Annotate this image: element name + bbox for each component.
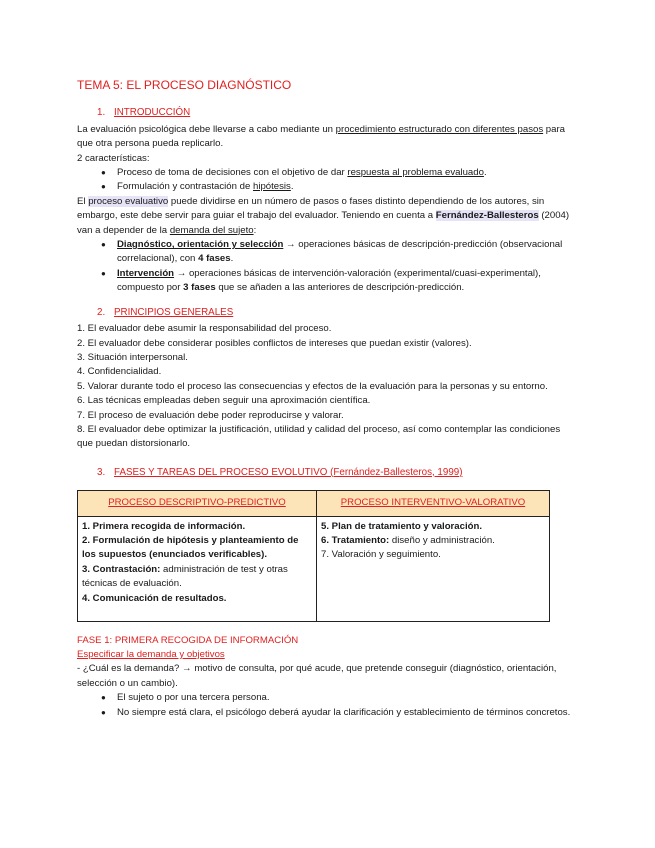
principle-line: 1. El evaluador debe asumir la responsabilidad del proceso. bbox=[77, 323, 332, 335]
list-item: ● No siempre está clara, el psicólogo deberá ayudar la clarificación y establecimiento de términos concretos. bbox=[117, 706, 572, 720]
text: 5. Plan de tratamiento y valoración. bbox=[321, 520, 483, 532]
text: que se añaden a las anteriores de descripción-predicción. bbox=[215, 282, 465, 294]
fase-subheading: Especificar la demanda y objetivos bbox=[77, 648, 225, 660]
principle-line: 6. Las técnicas empleadas deben seguir una aproximación científica. bbox=[77, 395, 371, 407]
text: Valoración y seguimiento. bbox=[331, 549, 441, 561]
principle-line: 3. Situación interpersonal. bbox=[77, 351, 188, 363]
phase-item bbox=[82, 520, 312, 534]
phase-item bbox=[82, 534, 312, 563]
text: El bbox=[77, 195, 89, 207]
list-item: ● El sujeto o por una tercera persona. bbox=[117, 691, 572, 705]
list-item bbox=[117, 180, 572, 194]
bullet-list bbox=[77, 166, 572, 195]
paragraph: - ¿Cuál es la demanda? → motivo de consulta, por qué acude, que pretende conseguir (diagnóstico, orientación, selección o un cambio). bbox=[77, 663, 557, 689]
text: 6. Tratamiento: bbox=[321, 534, 392, 546]
document-body bbox=[77, 78, 572, 720]
section-number: 1. bbox=[97, 107, 106, 119]
text: puede dividirse en un número de pasos o fases distinto dependiendo de los autores, sin embargo, este debe servir para guiar el trabajo del evaluador. Teniendo en cuenta a bbox=[77, 195, 545, 222]
section-heading-fases bbox=[97, 466, 572, 480]
bold-underlined-text: Intervención bbox=[117, 267, 175, 279]
list-item bbox=[117, 267, 572, 296]
text: 1. Primera recogida de información. bbox=[82, 520, 246, 532]
highlighted-text: proceso evaluativo bbox=[88, 195, 169, 207]
text: 4. Comunicación de resultados. bbox=[82, 592, 227, 604]
bold-text: 4 fases bbox=[198, 253, 231, 265]
principle-line: 4. Confidencialidad. bbox=[77, 366, 162, 378]
phase-item bbox=[82, 563, 312, 592]
principle-line: 8. El evaluador debe optimizar la justificación, utilidad y calidad del proceso, así como contemplar las condiciones que puedan distorsionarlo. bbox=[77, 423, 561, 450]
text: . bbox=[230, 253, 234, 265]
text: 2. Formulación de hipótesis y planteamiento de los supuestos (enunciados verificables). bbox=[82, 534, 299, 561]
section-number: 3. bbox=[97, 466, 106, 478]
underlined-text: respuesta al problema evaluado bbox=[347, 167, 484, 179]
fase-heading: FASE 1: PRIMERA RECOGIDA DE INFORMACIÓN bbox=[77, 634, 299, 646]
text: 3. Contrastación: bbox=[82, 563, 164, 575]
principle-line: 5. Valorar durante todo el proceso las consecuencias y efectos de la evaluación para la personas y su entorno. bbox=[77, 380, 548, 392]
section-heading-introduccion bbox=[97, 106, 572, 120]
bullet-list bbox=[77, 238, 572, 296]
text: para que otra persona pueda replicarlo. bbox=[77, 123, 565, 150]
principle-line: 2. El evaluador debe considerar posibles conflictos de intereses que puedan existir (valores). bbox=[77, 337, 472, 349]
paragraph bbox=[77, 123, 572, 152]
table-row bbox=[78, 516, 550, 621]
table-cell bbox=[317, 516, 550, 621]
section-label: INTRODUCCIÓN bbox=[114, 107, 191, 119]
text: . bbox=[483, 167, 487, 179]
underlined-text: hipótesis bbox=[252, 181, 291, 193]
text: diseño y administración. bbox=[391, 534, 495, 546]
section-number: 2. bbox=[97, 306, 106, 318]
table-header-row bbox=[78, 491, 550, 516]
phase-item bbox=[321, 520, 545, 534]
underlined-text: demanda del sujeto bbox=[169, 224, 254, 236]
paragraph: 2 características: bbox=[77, 152, 150, 164]
document-title: TEMA 5: EL PROCESO DIAGNÓSTICO bbox=[77, 78, 292, 92]
bullet-list bbox=[77, 691, 572, 720]
principle-line: 7. El proceso de evaluación debe poder reproducirse y valorar. bbox=[77, 409, 344, 421]
list-item bbox=[117, 166, 572, 180]
phase-item bbox=[321, 548, 545, 562]
phase-item bbox=[321, 534, 545, 548]
text: : bbox=[253, 224, 257, 236]
text: 7. bbox=[321, 549, 332, 561]
section-label: FASES Y TAREAS DEL PROCESO EVOLUTIVO (Fernández-Ballesteros, 1999) bbox=[114, 466, 463, 478]
section-heading-principios bbox=[97, 306, 572, 320]
bold-text: 3 fases bbox=[183, 282, 216, 294]
list-item bbox=[117, 238, 572, 267]
text: . bbox=[290, 181, 294, 193]
section-label: PRINCIPIOS GENERALES bbox=[114, 306, 234, 318]
phase-item bbox=[82, 592, 312, 606]
bold-underlined-text: Diagnóstico, orientación y selección bbox=[117, 239, 284, 251]
underlined-text: procedimiento estructurado con diferentes pasos bbox=[335, 123, 544, 135]
highlighted-author: Fernández-Ballesteros bbox=[435, 210, 539, 222]
phases-table bbox=[77, 490, 550, 621]
text: → operaciones básicas de intervención-valoración (experimental/cuasi-experimental), compuesto por bbox=[117, 267, 541, 294]
text: → operaciones básicas de descripción-predicción (observacional correlacional), con bbox=[117, 239, 563, 265]
text: Formulación y contrastación de bbox=[117, 181, 253, 193]
text: (2004) van a depender de la bbox=[77, 210, 570, 236]
paragraph bbox=[77, 195, 572, 238]
text: administración de test y otras técnicas de evaluación. bbox=[82, 563, 288, 590]
text: Proceso de toma de decisiones con el objetivo de dar bbox=[117, 167, 348, 179]
table-header: PROCESO INTERVENTIVO-VALORATIVO bbox=[317, 491, 550, 516]
table-header: PROCESO DESCRIPTIVO-PREDICTIVO bbox=[78, 491, 317, 516]
table-cell bbox=[78, 516, 317, 621]
text: La evaluación psicológica debe llevarse a cabo mediante un bbox=[77, 123, 336, 135]
